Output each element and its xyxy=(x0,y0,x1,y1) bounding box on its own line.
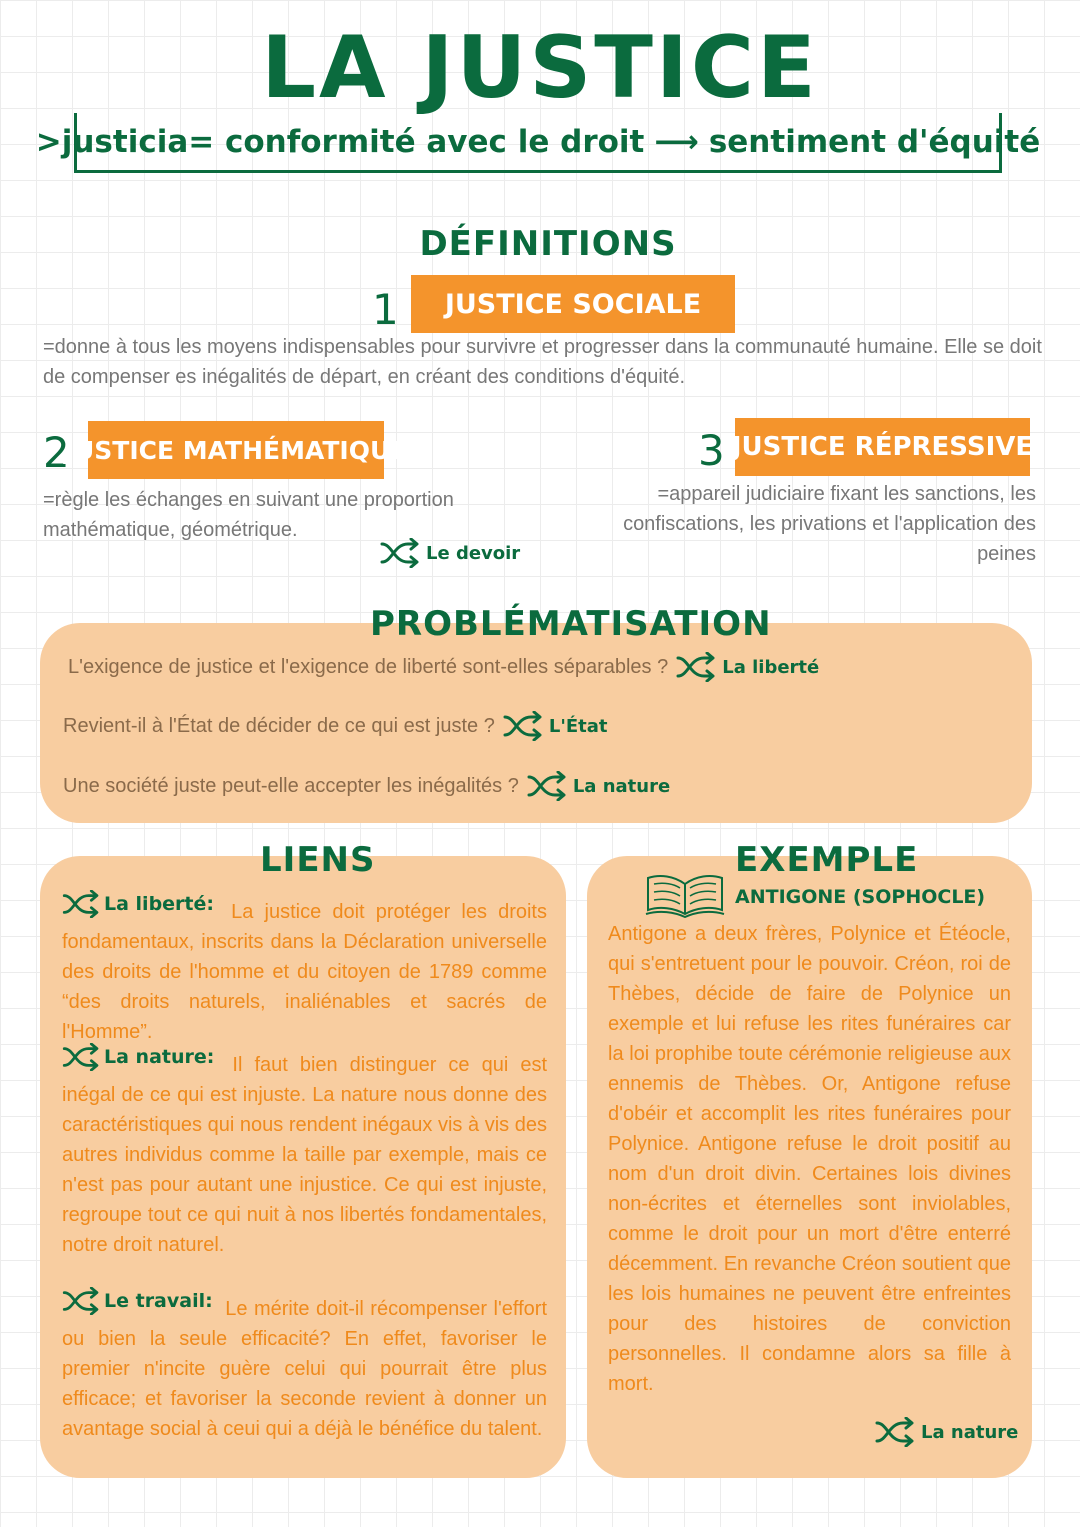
shuffle-icon xyxy=(676,652,718,682)
tag-justice-sociale: JUSTICE SOCIALE xyxy=(411,275,735,333)
link-label: Le devoir xyxy=(426,542,521,564)
shuffle-icon xyxy=(527,771,569,801)
shuffle-icon xyxy=(503,711,545,741)
open-book-icon xyxy=(644,870,726,918)
link-la-nature[interactable] xyxy=(527,771,670,801)
tag-justice-mathematique: JUSTICE MATHÉMATIQUE xyxy=(88,421,384,479)
link-label: La nature: xyxy=(104,1046,215,1068)
link-la-nature-exemple[interactable] xyxy=(875,1417,1018,1447)
page-title: LA JUSTICE xyxy=(261,18,819,118)
liens-heading: LIENS xyxy=(260,840,376,880)
question-text: Une société juste peut-elle accepter les inégalités ? xyxy=(63,774,519,797)
link-label: La liberté xyxy=(722,656,820,678)
definition-number-1: 1 xyxy=(372,285,399,334)
link-label: La nature xyxy=(921,1421,1019,1443)
link-le-travail[interactable] xyxy=(62,1286,213,1316)
liens-text: Il faut bien distinguer ce qui est inégal de ce qui est injuste. La nature nous donne des caractéristiques qui nous rendent inégaux vis à vis des autres individus comme la taille par exemple, mais ce n'est pas pour autant une injustice. Ce qui est injuste, regroupe tout ce qui nuit à nos libertés fondamentales, notre droit naturel. xyxy=(62,1054,547,1256)
question-3 xyxy=(63,771,670,801)
shuffle-icon xyxy=(380,538,422,568)
link-label: Le travail: xyxy=(104,1290,213,1312)
etymology-box xyxy=(35,113,1041,173)
question-text: Revient-il à l'État de décider de ce qui est juste ? xyxy=(63,714,495,737)
definition-number-2: 2 xyxy=(43,428,70,477)
definitions-heading: DÉFINITIONS xyxy=(419,224,677,264)
tag-justice-repressive: JUSTICE RÉPRESSIVE xyxy=(735,418,1030,476)
liens-item-travail xyxy=(62,1286,547,1444)
shuffle-icon xyxy=(62,890,102,918)
etymology-left: >justicia= conformité avec le droit xyxy=(35,123,645,160)
link-label: L'État xyxy=(548,715,608,737)
link-l-etat[interactable] xyxy=(503,711,608,741)
link-label: La liberté: xyxy=(104,893,214,915)
shuffle-icon xyxy=(62,1287,102,1315)
definition-text-2: =règle les échanges en suivant une proportion mathématique, géométrique. xyxy=(43,489,454,541)
exemple-text: Antigone a deux frères, Polynice et Étéocle, qui s'entretuent pour le pouvoir. Créon, roi de Thèbes, décide de faire de Polynice un exemple et lui refuse les rites funéraires car la loi prophibe toute cérémonie religieuse aux ennemis de Thèbes. Or, Antigone refuse d'obéir et accomplit les rites funéraires pour Polynice. Antigone refuse le droit positif au nom d'un droit divin. Certaines lois divines non-écrites et éternelles sont inviolables, comme le droit pour un mort d'être enterré décemment. En revanche Créon soutient que les lois humaines ne peuvent être enfreintes pour des histoires de conviction personnelles. Il condamne alors sa fille à mort. xyxy=(608,923,1011,1395)
question-2 xyxy=(63,711,607,741)
question-1 xyxy=(68,652,819,682)
shuffle-icon xyxy=(875,1417,917,1447)
link-la-liberte[interactable] xyxy=(62,889,214,919)
definition-number-3: 3 xyxy=(698,426,725,475)
liens-text: Le mérite doit-il récompenser l'effort ou bien la seule efficacité? En effet, favoriser le premier n'incite guère celui qui pourrait être plus efficace; et favoriser la seconde revient à donner un avantage social à ceui qui a déjà le bénéfice du talent. xyxy=(62,1298,547,1440)
link-le-devoir[interactable] xyxy=(380,538,520,568)
liens-item-liberte xyxy=(62,889,547,1047)
liens-text: La justice doit protéger les droits fondamentaux, inscrits dans la Déclaration universelle des droits de l'homme et du citoyen de 1789 comme “des droits naturels, inaliénables et sacrés de l'Homme”. xyxy=(62,901,547,1043)
link-label: La nature xyxy=(572,775,671,797)
definition-text-1: =donne à tous les moyens indispensables pour survivre et progresser dans la communauté humaine. Elle se doit de compenser es inégalités de départ, en créant des conditions d'équité. xyxy=(43,336,1042,388)
exemple-subtitle: ANTIGONE (SOPHOCLE) xyxy=(735,886,986,908)
liens-item-nature xyxy=(62,1042,547,1260)
arrow-icon: ⟶ xyxy=(654,123,699,160)
link-la-nature[interactable] xyxy=(62,1042,214,1072)
exemple-heading: EXEMPLE xyxy=(735,840,919,880)
definition-text-3: =appareil judiciaire fixant les sanctions, les confiscations, les privations et l'application des peines xyxy=(623,483,1036,565)
question-text: L'exigence de justice et l'exigence de liberté sont-elles séparables ? xyxy=(68,655,669,678)
link-la-liberte[interactable] xyxy=(676,652,819,682)
shuffle-icon xyxy=(62,1043,102,1071)
etymology-right: sentiment d'équité xyxy=(708,123,1041,160)
problematisation-heading: PROBLÉMATISATION xyxy=(370,604,772,644)
